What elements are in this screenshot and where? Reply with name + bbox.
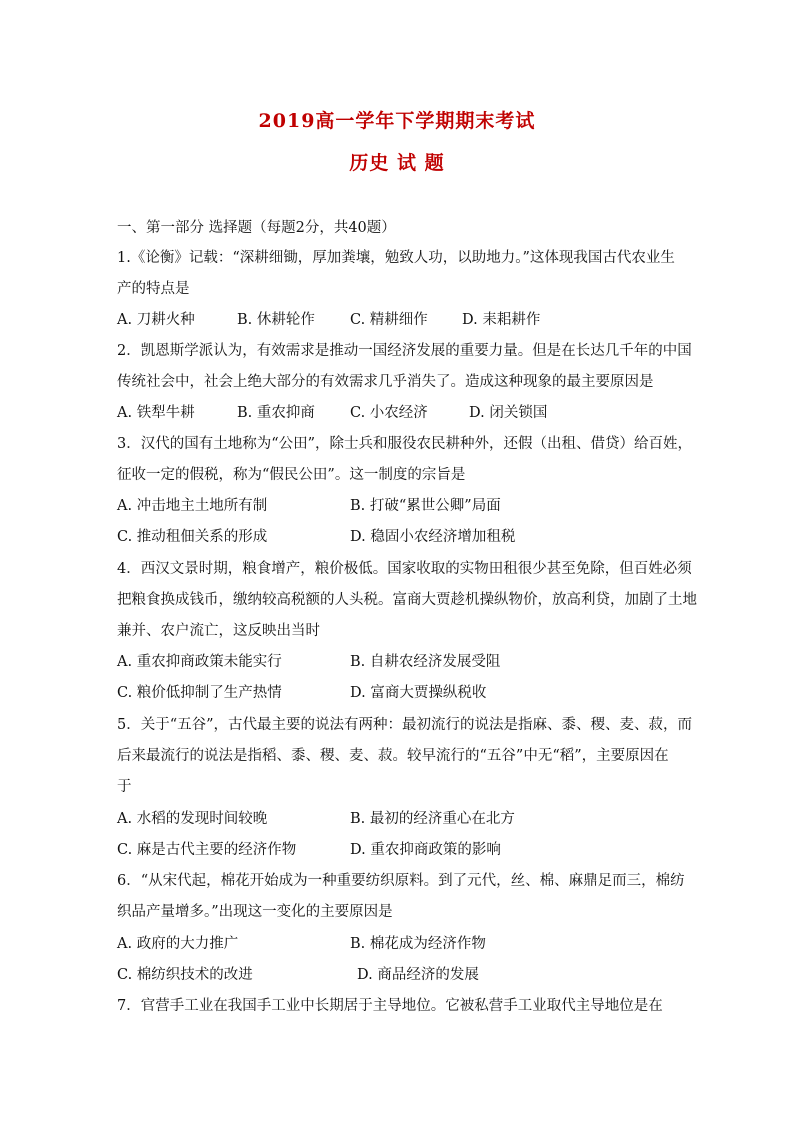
q2-stem-line-2: 传统社会中，社会上绝大部分的有效需求几乎消失了。造成这种现象的最主要原因是 (117, 374, 654, 390)
q5-option-c: C. 麻是古代主要的经济作物 (117, 842, 297, 858)
q3-option-b: B. 打破“累世公卿”局面 (350, 498, 501, 514)
q4-stem-line-1: 4．西汉文景时期，粮食增产，粮价极低。国家收取的实物田租很少甚至免除，但百姓必须 (117, 561, 692, 577)
q1-option-b: B. 休耕轮作 (237, 312, 315, 328)
q6-option-b: B. 棉花成为经济作物 (350, 936, 486, 952)
q2-option-a: A. 铁犁牛耕 (117, 405, 195, 421)
q7-stem-line-1: 7．官营手工业在我国手工业中长期居于主导地位。它被私营手工业取代主导地位是在 (117, 998, 663, 1014)
q2-option-b: B. 重农抑商 (237, 405, 315, 421)
q3-stem-line-2: 征收一定的假税，称为“假民公田”。这一制度的宗旨是 (117, 467, 466, 483)
q5-option-b: B. 最初的经济重心在北方 (350, 811, 515, 827)
q4-option-a: A. 重农抑商政策未能实行 (117, 654, 282, 670)
q6-option-c: C. 棉纺织技术的改进 (117, 967, 253, 983)
q2-option-c: C. 小农经济 (350, 405, 428, 421)
q6-option-a: A. 政府的大力推广 (117, 936, 239, 952)
q2-stem-line-1: 2．凯恩斯学派认为，有效需求是推动一国经济发展的重要力量。但是在长达几千年的中国 (117, 343, 692, 359)
q4-option-b: B. 自耕农经济发展受阻 (350, 654, 501, 670)
exam-subtitle: 历史 试 题 (349, 152, 445, 174)
q5-stem-line-2: 后来最流行的说法是指稻、黍、稷、麦、菽。较早流行的“五谷”中无“稻”，主要原因在 (117, 748, 669, 764)
exam-title: 2019高一学年下学期期末考试 (258, 110, 536, 132)
q1-stem-line-2: 产的特点是 (117, 281, 190, 297)
q1-option-c: C. 精耕细作 (350, 312, 428, 328)
q4-option-c: C. 粮价低抑制了生产热情 (117, 685, 282, 701)
q6-stem-line-2: 织品产量增多。”出现这一变化的主要原因是 (117, 904, 393, 920)
q5-stem-line-1: 5．关于“五谷”，古代最主要的说法有两种：最初流行的说法是指麻、黍、稷、麦、菽，而 (117, 717, 693, 733)
q5-stem-line-3: 于 (117, 779, 132, 795)
q4-stem-line-2: 把粮食换成钱币，缴纳较高税额的人头税。富商大贾趁机操纵物价，放高利贷，加剧了土地 (117, 592, 697, 608)
q1-option-a: A. 刀耕火种 (117, 312, 195, 328)
q5-option-d: D. 重农抑商政策的影响 (350, 842, 501, 858)
q1-option-d: D. 耒耜耕作 (462, 312, 541, 328)
q6-option-d: D. 商品经济的发展 (357, 967, 479, 983)
q4-stem-line-3: 兼并、农户流亡，这反映出当时 (117, 623, 320, 639)
section-heading: 一、第一部分 选择题（每题2分，共40题） (117, 220, 396, 236)
q3-option-c: C. 推动租佃关系的形成 (117, 529, 268, 545)
q1-stem-line-1: 1.《论衡》记载：“深耕细锄，厚加粪壤，勉致人功，以助地力。”这体现我国古代农业生 (117, 250, 675, 266)
q3-option-a: A. 冲击地主土地所有制 (117, 498, 268, 514)
q3-option-d: D. 稳固小农经济增加租税 (350, 529, 516, 545)
q2-option-d: D. 闭关锁国 (469, 405, 548, 421)
q6-stem-line-1: 6．“从宋代起，棉花开始成为一种重要纺织原料。到了元代，丝、棉、麻鼎足而三，棉纺 (117, 873, 685, 889)
q5-option-a: A. 水稻的发现时间较晚 (117, 811, 268, 827)
q4-option-d: D. 富商大贾操纵税收 (350, 685, 487, 701)
q3-stem-line-1: 3．汉代的国有土地称为“公田”，除士兵和服役农民耕种外，还假（出租、借贷）给百姓， (117, 436, 693, 452)
